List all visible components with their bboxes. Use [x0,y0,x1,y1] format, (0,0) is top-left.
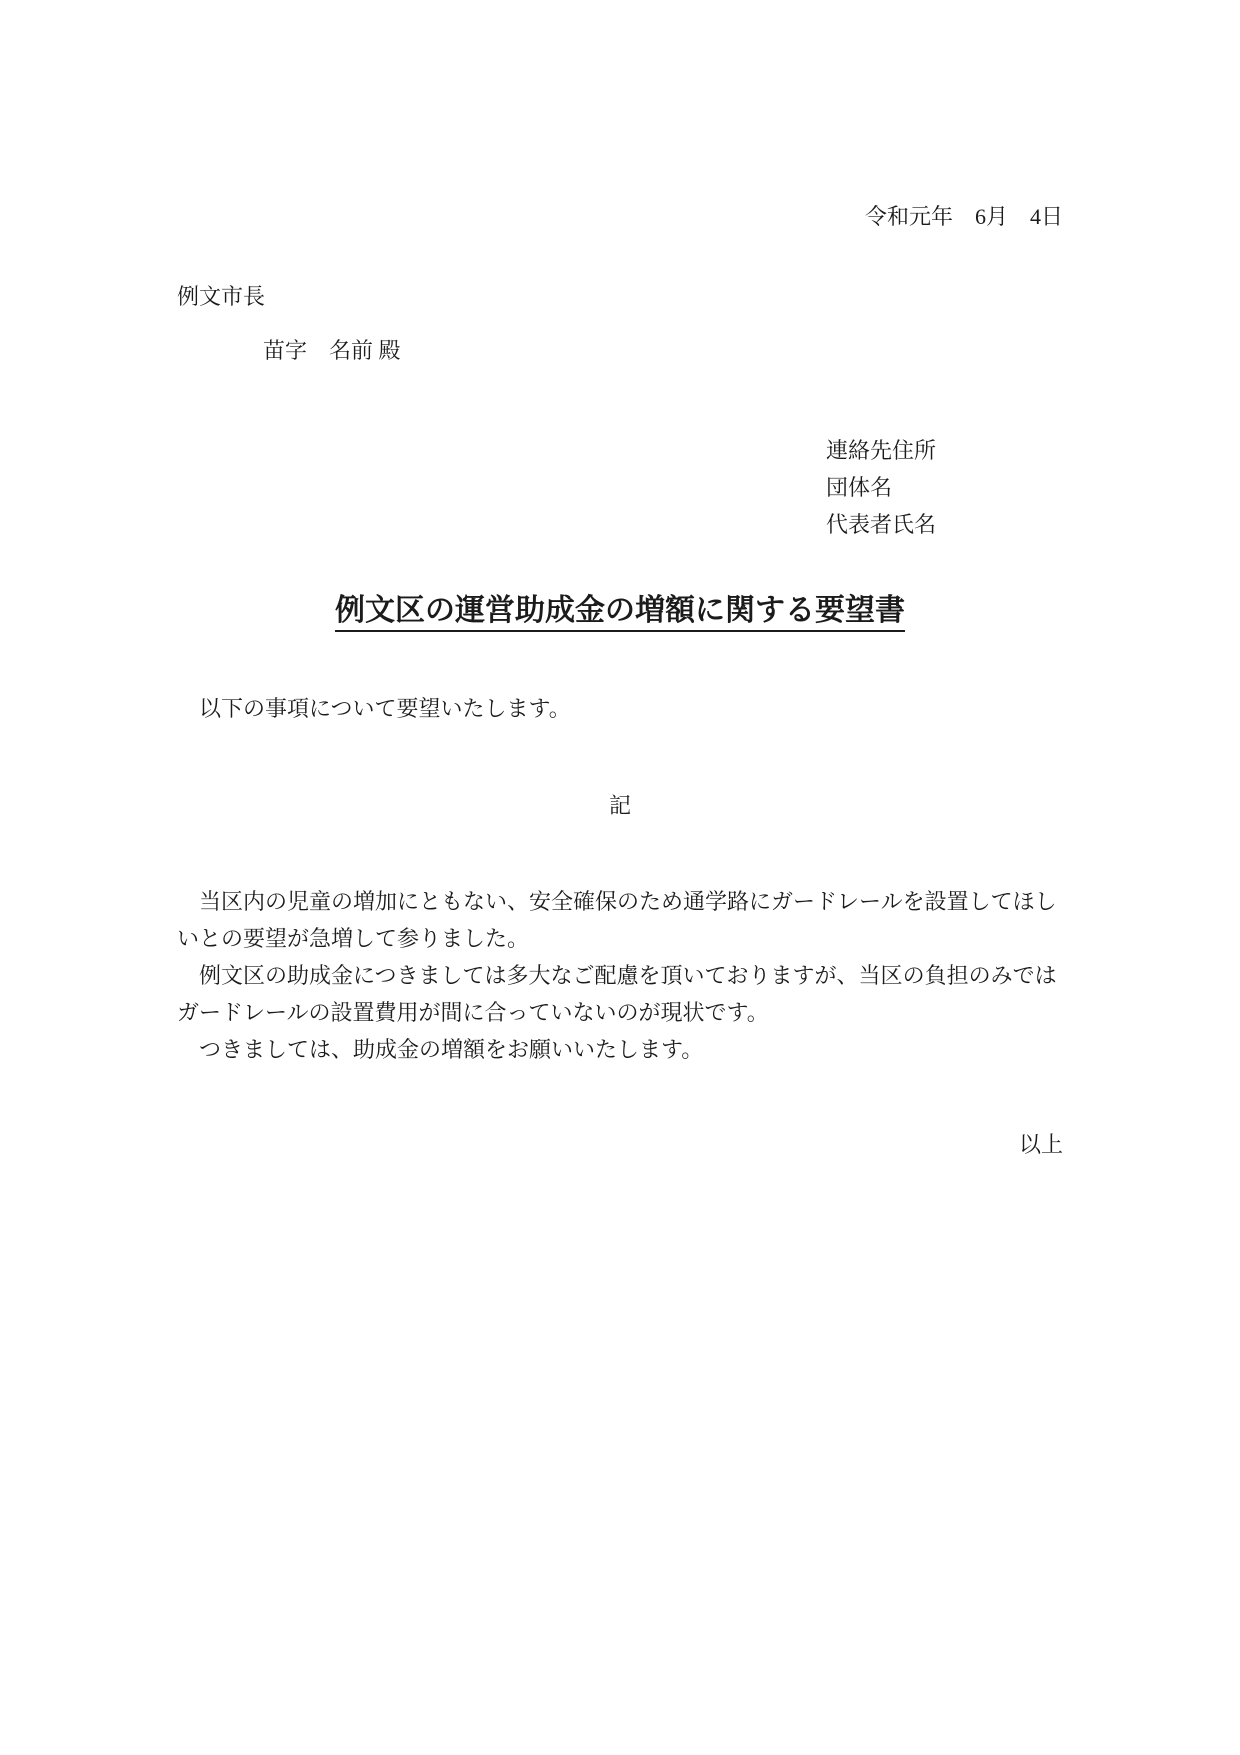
sender-representative-label: 代表者氏名 [826,512,937,537]
sender-address-label: 連絡先住所 [826,438,937,463]
body-line: いとの要望が急増して参りました。 [177,926,530,951]
recipient-name: 苗字 名前 殿 [263,338,401,363]
body-paragraphs [177,883,1063,1068]
addressee-title: 例文市長 [177,284,266,309]
record-marker: 記 [608,793,631,818]
body-line: 例文区の助成金につきましては多大なご配慮を頂いておりますが、当区の負担のみでは [177,963,1057,988]
body-line: つきましては、助成金の増額をお願いいたします。 [177,1037,704,1062]
document-title-row [0,590,1240,632]
sender-info-block [826,432,936,543]
document-date: 令和元年 6月 4日 [864,204,1063,229]
sender-organization-label: 団体名 [826,475,893,500]
body-line: 当区内の児童の増加にともない、安全確保のため通学路にガードレールを設置してほし [177,889,1057,914]
document-title: 例文区の運営助成金の増額に関する要望書 [335,594,905,632]
closing-phrase: 以上 [1018,1132,1063,1157]
body-line: ガードレールの設置費用が間に合っていないのが現状です。 [177,1000,769,1025]
intro-sentence: 以下の事項について要望いたします。 [177,696,571,721]
